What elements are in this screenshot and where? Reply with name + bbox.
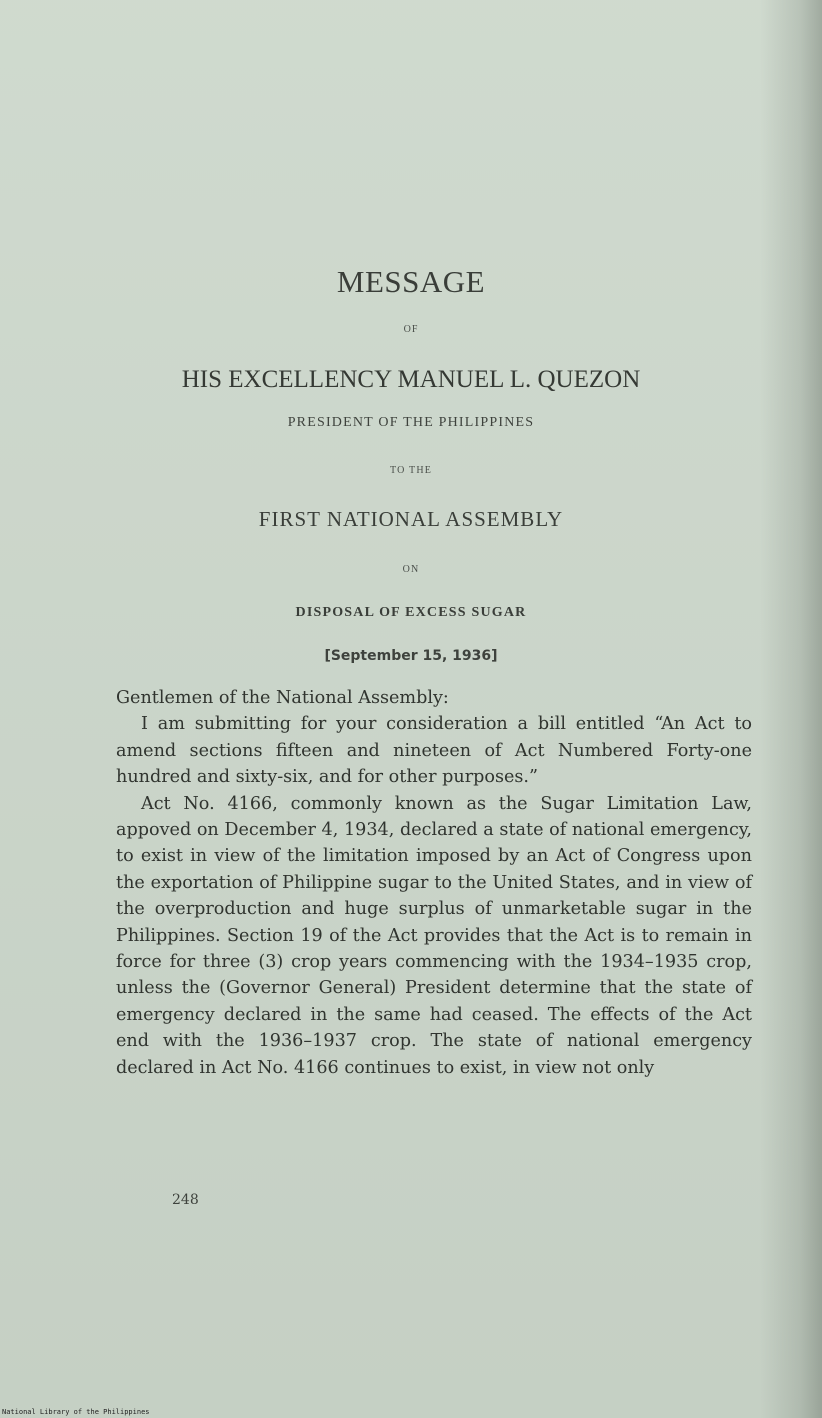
message-title: MESSAGE — [336, 264, 486, 299]
page-number: 248 — [172, 1192, 199, 1208]
subject-heading: DISPOSAL OF EXCESS SUGAR — [295, 605, 527, 620]
president-line: PRESIDENT OF THE PHILIPPINES — [287, 415, 535, 430]
library-credit: National Library of the Philippines — [2, 1408, 150, 1416]
on-label: ON — [402, 564, 420, 575]
salutation: Gentlemen of the National Assembly: — [116, 688, 449, 708]
message-body — [116, 685, 752, 1081]
paragraph-2: Act No. 4166, commonly known as the Sugar Limitation Law, appoved on December 4, 1934, declared a state of national emergency, to exist in view of the limitation imposed by an Act of Congress upon the exportation of Philippine sugar to the United States, and in view of the overproduction and huge surplus of unmarketable sugar in the Philippines. Section 19 of the Act provides that the Act is to remain in force for three (3) crop years commencing with the 1934–1935 crop, unless the (Governor General) President determine that the state of emergency declared in the same had ceased. The effects of the Act end with the 1936–1937 crop. The state of national emergency declared in Act No. 4166 continues to exist, in view not only — [116, 793, 752, 1078]
of-label: OF — [403, 324, 419, 335]
paragraph-1: I am submitting for your consideration a bill entitled “An Act to amend sections fifteen and nineteen of Act Numbered Forty-one hundred and sixty-six, and for other purposes.” — [116, 714, 752, 788]
assembly-heading: FIRST NATIONAL ASSEMBLY — [258, 507, 564, 531]
to-the-label: TO THE — [389, 465, 433, 476]
his-excellency-line: HIS EXCELLENCY MANUEL L. QUEZON — [181, 366, 641, 393]
message-date: [September 15, 1936] — [324, 648, 498, 664]
